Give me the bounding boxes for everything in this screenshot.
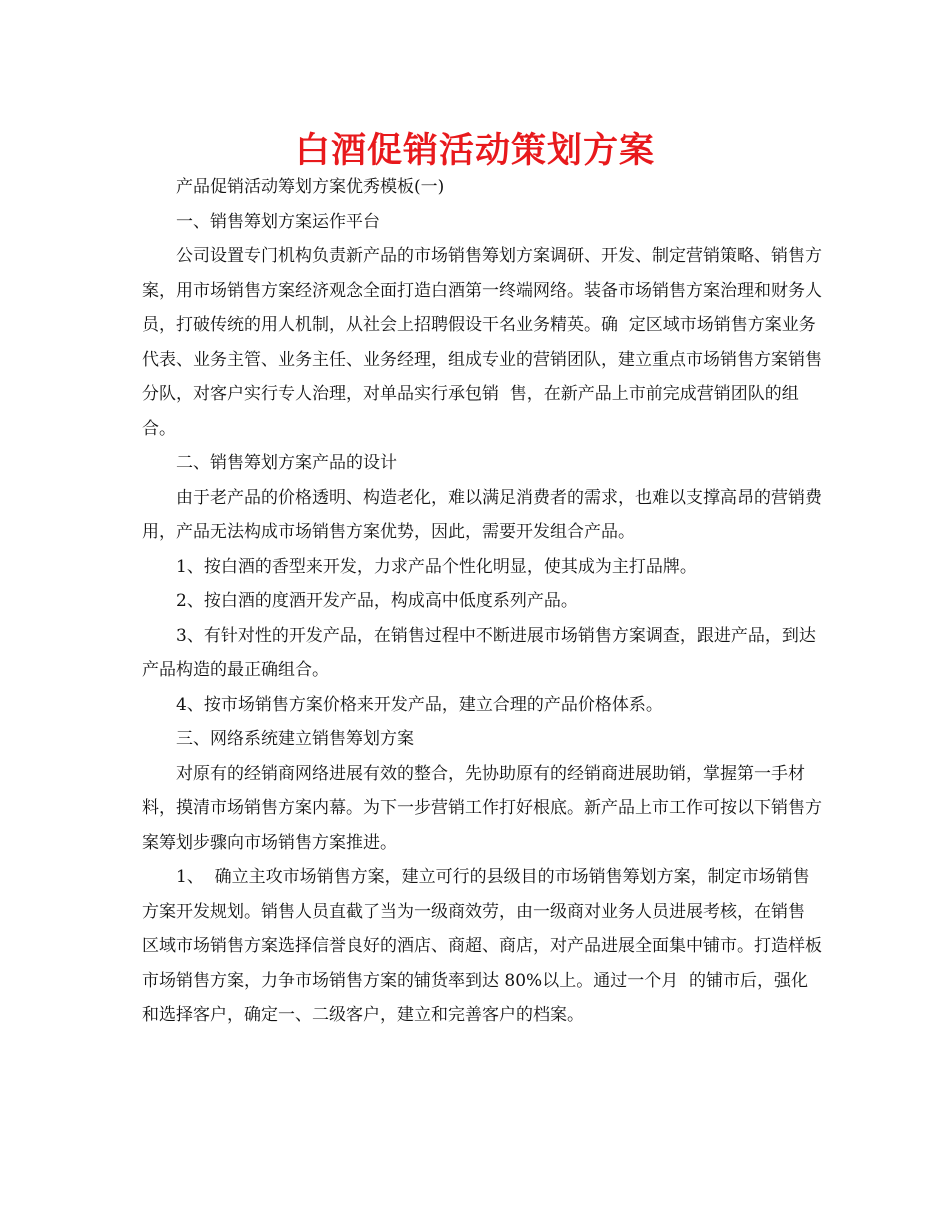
section-heading-1: 一、销售筹划方案运作平台: [176, 211, 380, 232]
document-subtitle: 产品促销活动筹划方案优秀模板(一): [176, 177, 445, 197]
list-item: 4、按市场销售方案价格来开发产品，建立合理的产品价格体系。: [176, 694, 663, 715]
list-item: 1、 确立主攻市场销售方案，建立可行的县级目的市场销售筹划方案，制定市场销售方案开发规划。销售人员直截了当为一级商效劳，由一级商对业务人员进展考核，在销售 区域市场销售方案选择信誉良好的酒店、商超、商店，对产品进展全面集中铺市。打造样板市场销售方案，力争市场销售方案的铺货率到达 80%以上。通过一个月 的铺市后，强化和选择客户，确定一、二级客户，建立和完善客户的档案。: [142, 867, 822, 1025]
document-title: 白酒促销活动策划方案: [294, 131, 655, 171]
section-heading-3: 三、网络系统建立销售筹划方案: [176, 729, 414, 749]
document-body: [142, 170, 822, 1033]
list-item: 3、有针对性的开发产品，在销售过程中不断进展市场销售方案调查，跟进产品，到达产品构造的最正确组合。: [142, 625, 816, 680]
list-item: 1、按白酒的香型来开发，力求产品个性化明显，使其成为主打品牌。: [176, 556, 697, 577]
body-paragraph: 对原有的经销商网络进展有效的整合，先协助原有的经销商进展助销，掌握第一手材料，摸清市场销售方案内幕。为下一步营销工作打好根底。新产品上市工作可按以下销售方案筹划步骤向市场销售方案推进。: [142, 763, 822, 853]
list-item: 2、按白酒的度酒开发产品，构成高中低度系列产品。: [176, 591, 578, 611]
body-paragraph: 公司设置专门机构负责新产品的市场销售筹划方案调研、开发、制定营销策略、销售方案，用市场销售方案经济观念全面打造白酒第一终端网络。装备市场销售方案治理和财务人员，打破传统的用人机制，从社会上招聘假设干名业务精英。确 定区域市场销售方案业务代表、业务主管、业务主任、业务经理，组成专业的营销团队，建立重点市场销售方案销售分队，对客户实行专人治理，对单品实行承包销 售，在新产品上市前完成营销团队的组合。: [142, 246, 822, 439]
body-paragraph: 由于老产品的价格透明、构造老化，难以满足消费者的需求，也难以支撑高昂的营销费用，产品无法构成市场销售方案优势，因此，需要开发组合产品。: [142, 487, 822, 542]
section-heading-2: 二、销售筹划方案产品的设计: [176, 453, 397, 473]
